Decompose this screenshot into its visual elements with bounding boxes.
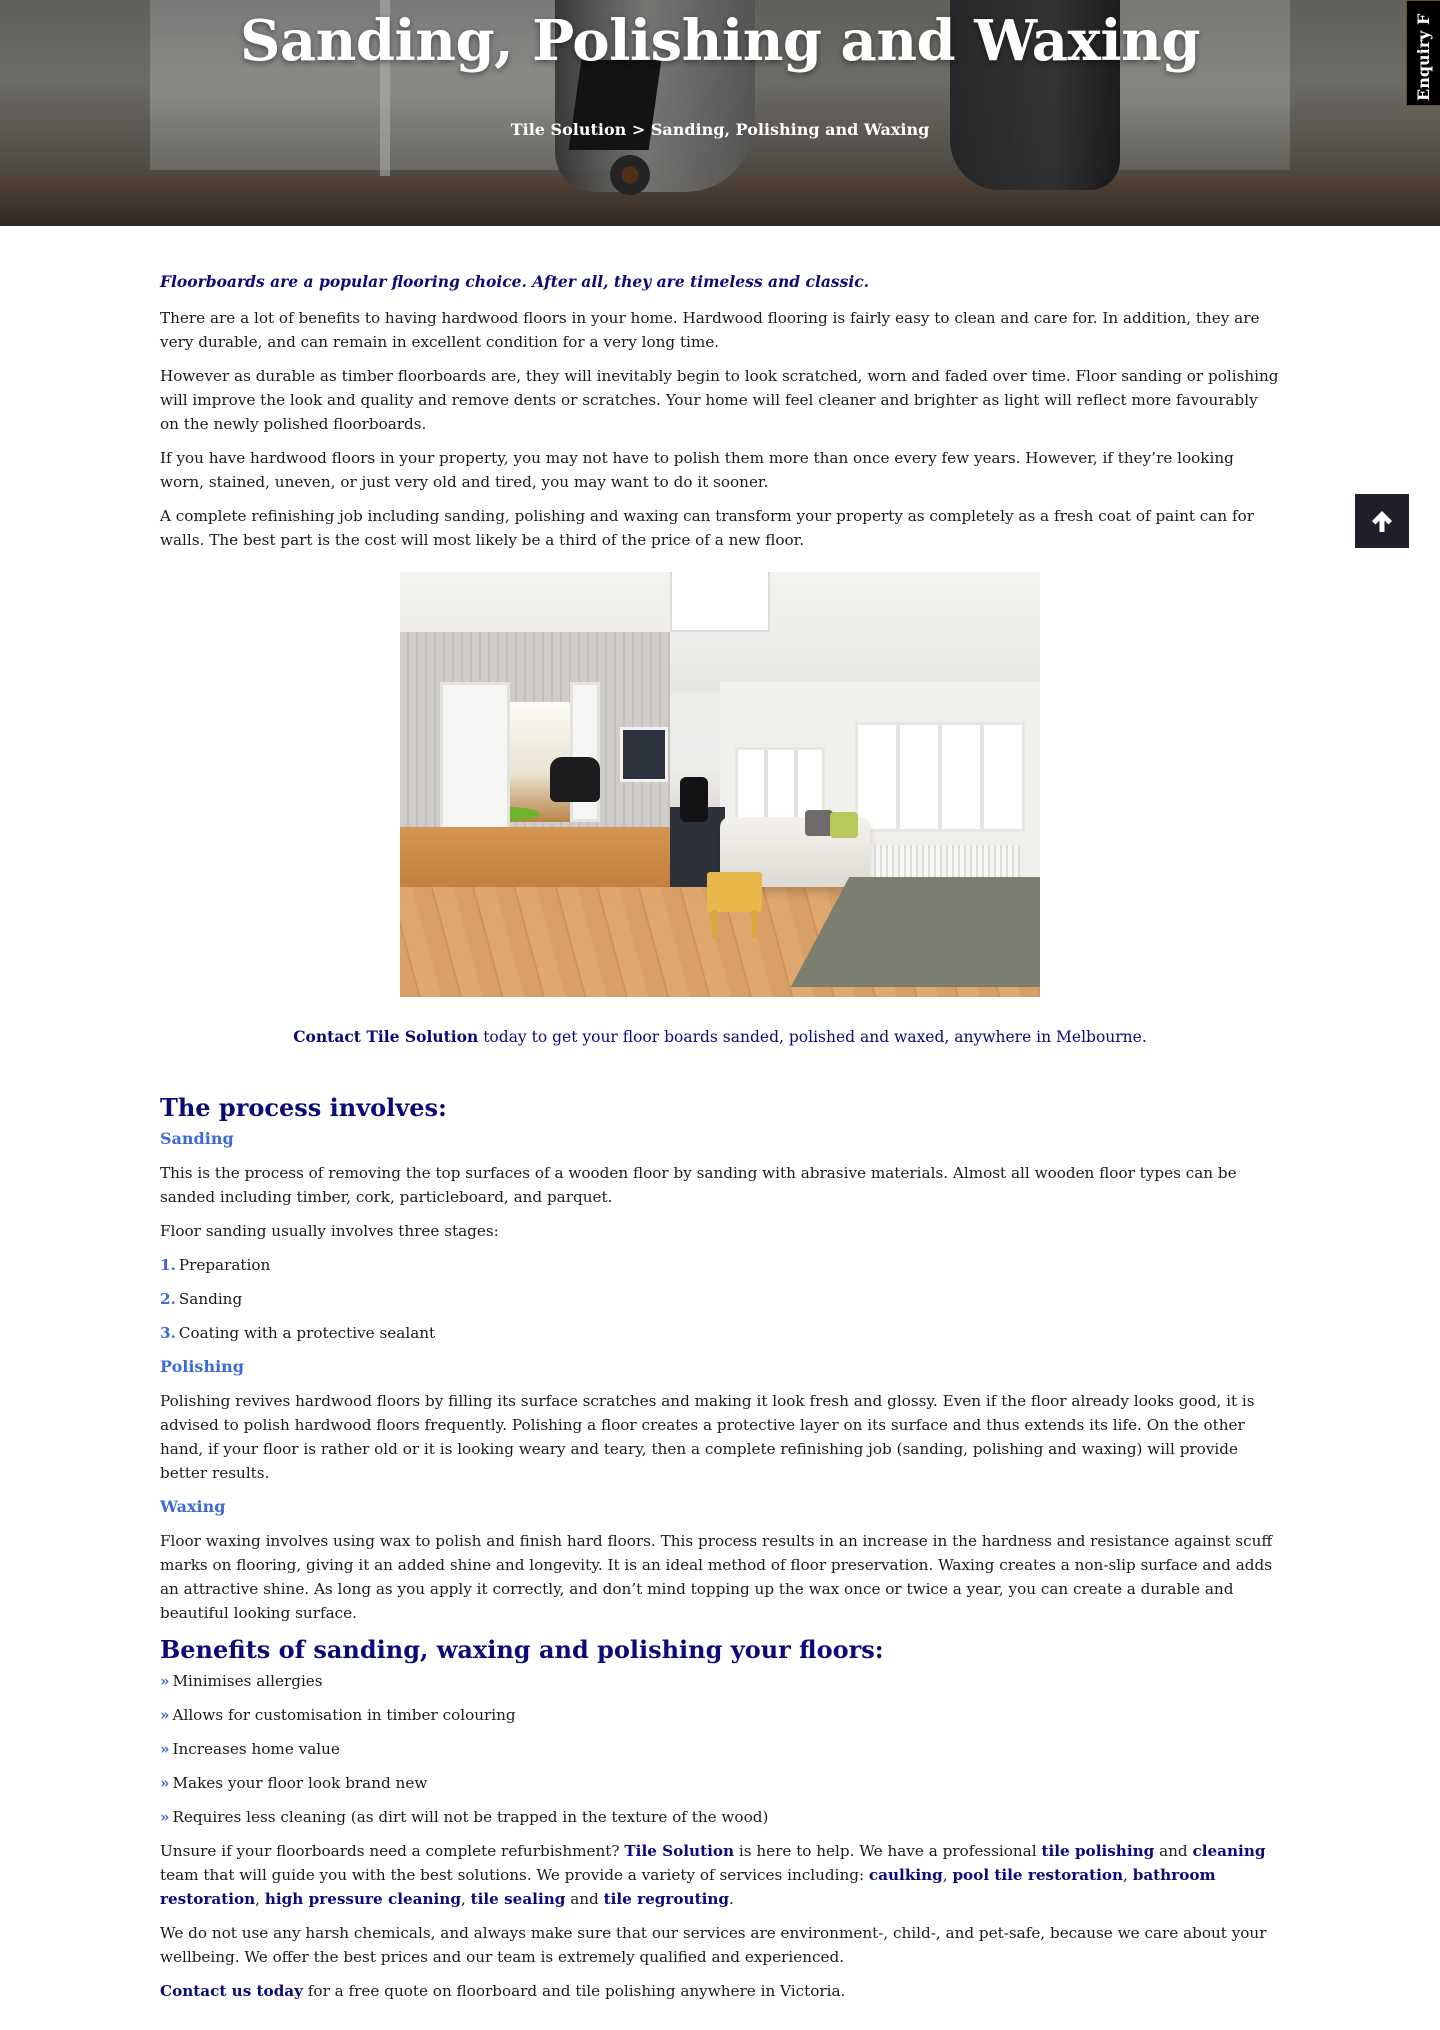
- services-paragraph: [160, 1839, 1280, 1911]
- breadcrumb: [0, 120, 1440, 139]
- list-item-text: Makes your floor look brand new: [172, 1774, 428, 1792]
- text: ,: [1123, 1866, 1133, 1884]
- breadcrumb-home-link[interactable]: Tile Solution: [510, 120, 627, 139]
- list-item: [160, 1321, 1280, 1345]
- text: for a free quote on floorboard and tile polishing anywhere in Victoria.: [302, 1982, 846, 2000]
- list-item: [160, 1287, 1280, 1311]
- list-item: [160, 1703, 1280, 1727]
- list-marker: »: [160, 1774, 170, 1792]
- list-number: 3.: [160, 1324, 176, 1342]
- contact-tile-solution-link[interactable]: Contact Tile Solution: [293, 1027, 479, 1046]
- high-pressure-cleaning-link[interactable]: high pressure cleaning: [264, 1890, 461, 1908]
- hero-banner: [0, 0, 1440, 226]
- breadcrumb-current: Sanding, Polishing and Waxing: [650, 120, 930, 139]
- list-item: [160, 1669, 1280, 1693]
- text: ,: [460, 1890, 471, 1908]
- sanding-heading: Sanding: [160, 1129, 234, 1148]
- intro-lead: Floorboards are a popular flooring choice. After all, they are timeless and classic.: [160, 272, 870, 291]
- polishing-heading: Polishing: [160, 1357, 244, 1376]
- tile-solution-link[interactable]: Tile Solution: [624, 1842, 735, 1860]
- list-item: [160, 1805, 1280, 1829]
- list-marker: »: [160, 1740, 170, 1758]
- arrow-up-icon: [1369, 508, 1395, 534]
- text: .: [729, 1890, 734, 1908]
- waxing-heading: Waxing: [160, 1497, 226, 1516]
- photo-cushion-grey: [805, 810, 833, 836]
- waxing-paragraph: Floor waxing involves using wax to polish and finish hard floors. This process results in an increase in the hardness and resistance against scuff marks on flooring, giving it an added shine and longevity. It is an ideal method of floor preservation. Waxing creates a non-slip surface and adds an attractive shine. As long as you apply it correctly, and don’t mind topping up the wax once or twice a year, you can create a durable and beautiful looking surface.: [160, 1532, 1273, 1622]
- list-item-text: Preparation: [178, 1256, 271, 1274]
- contact-callout-text: today to get your floor boards sanded, polished and waxed, anywhere in Melbourne.: [478, 1028, 1147, 1046]
- text: and: [1154, 1842, 1193, 1860]
- list-item: [160, 1771, 1280, 1795]
- intro-paragraph: There are a lot of benefits to having hardwood floors in your home. Hardwood flooring is fairly easy to clean and care for. In addition, they are very durable, and can remain in excellent condition for a very long time.: [160, 309, 1260, 351]
- main-content: [160, 270, 1280, 2013]
- breadcrumb-separator-glyph: >: [631, 120, 646, 139]
- list-item-text: Increases home value: [172, 1740, 340, 1758]
- tile-regrouting-link[interactable]: tile regrouting: [603, 1890, 730, 1908]
- text: team that will guide you with the best solutions. We provide a variety of services including:: [160, 1866, 869, 1884]
- intro-paragraph: A complete refinishing job including sanding, polishing and waxing can transform your property as completely as a fresh coat of paint can for walls. The best part is the cost will most likely be a third of the price of a new floor.: [160, 507, 1254, 549]
- pool-tile-restoration-link[interactable]: pool tile restoration: [952, 1866, 1124, 1884]
- safety-paragraph: We do not use any harsh chemicals, and always make sure that our services are environment-, child-, and pet-safe, because we care about your wellbeing. We offer the best prices and our team is extremely qualified and experienced.: [160, 1924, 1267, 1966]
- text: ,: [255, 1890, 265, 1908]
- scroll-to-top-button[interactable]: [1355, 494, 1409, 548]
- text: and: [565, 1890, 604, 1908]
- caulking-link[interactable]: caulking: [868, 1866, 943, 1884]
- list-item-text: Coating with a protective sealant: [178, 1324, 436, 1342]
- photo-wall-picture: [620, 727, 668, 782]
- photo-window-shutters: [855, 722, 1025, 832]
- sanding-paragraph: This is the process of removing the top surfaces of a wooden floor by sanding with abrasive materials. Almost all wooden floor types can be sanded including timber, cork, particleboard, and parquet.: [160, 1164, 1237, 1206]
- list-item: [160, 1737, 1280, 1761]
- text: is here to help. We have a professional: [734, 1842, 1042, 1860]
- list-number: 1.: [160, 1256, 176, 1274]
- list-number: 2.: [160, 1290, 176, 1308]
- photo-glass-door-left: [440, 682, 510, 832]
- benefits-heading: Benefits of sanding, waxing and polishing your floors:: [160, 1635, 884, 1664]
- photo-wooden-steps: [400, 827, 700, 887]
- list-marker: »: [160, 1672, 170, 1690]
- bathroom-restoration-link[interactable]: bathroom restoration: [160, 1866, 1216, 1908]
- enquiry-form-tab[interactable]: [1406, 0, 1440, 106]
- text: ,: [942, 1866, 953, 1884]
- enquiry-tab-label: Enquiry F: [1414, 13, 1433, 101]
- polished-floor-room-photo: [400, 572, 1040, 997]
- list-item-text: Minimises allergies: [172, 1672, 323, 1690]
- contact-callout: [160, 1025, 1280, 1049]
- photo-cushion-green: [830, 812, 858, 838]
- room-photo-container: [160, 572, 1280, 997]
- list-item: [160, 1253, 1280, 1277]
- photo-lounge-chair: [550, 757, 600, 802]
- polishing-paragraph: Polishing revives hardwood floors by filling its surface scratches and making it look fresh and glossy. Even if the floor already looks good, it is advised to polish hardwood floors frequently. Polishing a floor creates a protective layer on its surface and thus extends its life. On the other hand, if your floor is rather old or it is looking weary and teary, then a complete refinishing job (sanding, polishing and waxing) will provide better results.: [160, 1392, 1255, 1482]
- tile-polishing-link[interactable]: tile polishing: [1041, 1842, 1155, 1860]
- list-marker: »: [160, 1706, 170, 1724]
- cleaning-link[interactable]: cleaning: [1192, 1842, 1266, 1860]
- page-title: Sanding, Polishing and Waxing: [239, 8, 1201, 74]
- breadcrumb-separator: [632, 120, 651, 139]
- list-item-text: Allows for customisation in timber colouring: [172, 1706, 516, 1724]
- photo-stool-legs: [712, 910, 757, 938]
- intro-paragraph: If you have hardwood floors in your property, you may not have to polish them more than once every few years. However, if they’re looking worn, stained, uneven, or just very old and tired, you may want to do it sooner.: [160, 449, 1234, 491]
- contact-us-link[interactable]: Contact us today: [160, 1982, 303, 2000]
- intro-paragraph: However as durable as timber floorboards are, they will inevitably begin to look scratched, worn and faded over time. Floor sanding or polishing will improve the look and quality and remove dents or scratches. Your home will feel cleaner and brighter as light will reflect more favourably on the newly polished floorboards.: [160, 367, 1279, 433]
- tile-sealing-link[interactable]: tile sealing: [470, 1890, 566, 1908]
- process-heading: The process involves:: [160, 1093, 447, 1122]
- list-item-text: Sanding: [178, 1290, 243, 1308]
- sanding-stages-intro: Floor sanding usually involves three stages:: [160, 1222, 499, 1240]
- list-item-text: Requires less cleaning (as dirt will not be trapped in the texture of the wood): [172, 1808, 769, 1826]
- contact-paragraph: [160, 1979, 1280, 2003]
- photo-office-chair: [680, 777, 708, 822]
- text: Unsure if your floorboards need a complete refurbishment?: [160, 1842, 625, 1860]
- photo-ceiling-beam: [670, 572, 770, 632]
- list-marker: »: [160, 1808, 170, 1826]
- photo-yellow-stool: [707, 872, 762, 912]
